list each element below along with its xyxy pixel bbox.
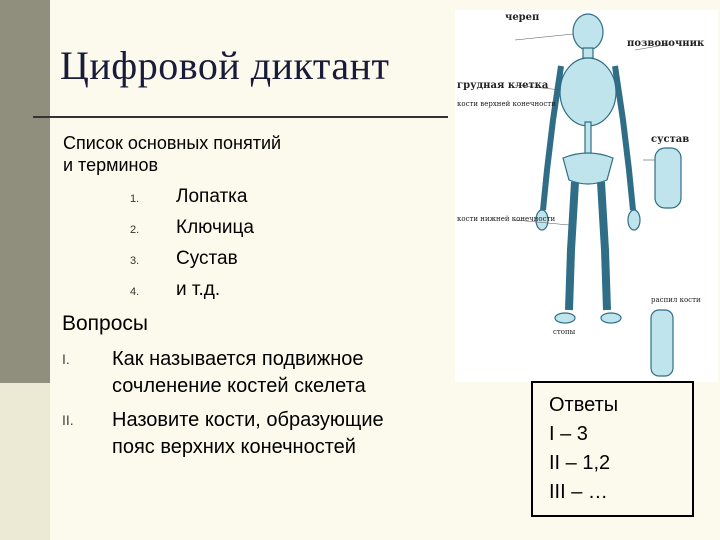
question-line: сочленение костей скелета <box>112 375 366 397</box>
joint-inset <box>655 148 681 208</box>
answer-item: II – 1,2 <box>549 452 611 474</box>
label-skull: череп <box>505 12 540 23</box>
question-line: пояс верхних конечностей <box>112 436 356 458</box>
label-chest: грудная клетка <box>457 80 549 91</box>
answers-box <box>531 381 694 517</box>
label-feet: стопы <box>553 328 576 336</box>
left-accent-bar <box>0 0 50 383</box>
bone-cut-inset <box>651 310 673 376</box>
list-item-number: 2. <box>130 224 140 236</box>
question-number: I. <box>62 351 70 367</box>
label-spine: позвоночник <box>627 38 705 49</box>
list-item-text: Ключица <box>176 217 254 238</box>
label-upper-limbs: кости верхней конечности <box>457 100 556 108</box>
question-line: Как называется подвижное <box>112 348 364 370</box>
list-item-text: Лопатка <box>176 186 248 207</box>
answer-item: III – … <box>549 481 608 503</box>
title-underline <box>33 116 448 118</box>
list-item-number: 3. <box>130 255 140 267</box>
label-lower-limbs: кости нижней конечности <box>457 215 556 223</box>
list-item-number: 4. <box>130 286 140 298</box>
slide-title: Цифровой диктант <box>60 43 390 88</box>
question-line: Назовите кости, образующие <box>112 409 384 431</box>
question-2 <box>112 407 384 461</box>
label-bone-cut: распил кости <box>651 296 701 304</box>
question-number: II. <box>62 412 74 428</box>
skull-shape <box>573 14 603 50</box>
terms-heading-line-2: и терминов <box>63 155 159 175</box>
list-item-number: 1. <box>130 193 140 205</box>
ribcage-shape <box>560 58 616 126</box>
terms-heading-line-1: Список основных понятий <box>63 133 282 153</box>
label-joint: сустав <box>651 134 690 145</box>
skeleton-drawing <box>455 10 718 382</box>
list-item-text: и т.д. <box>176 279 221 300</box>
answers-heading: Ответы <box>549 394 619 416</box>
skeleton-illustration <box>455 10 718 382</box>
terms-heading <box>63 132 281 176</box>
pelvis-shape <box>563 153 613 184</box>
answer-item: I – 3 <box>549 423 588 445</box>
question-1 <box>112 346 366 400</box>
list-item-text: Сустав <box>176 248 238 269</box>
left-accent-bar-light <box>0 383 50 540</box>
questions-heading: Вопросы <box>62 312 149 335</box>
